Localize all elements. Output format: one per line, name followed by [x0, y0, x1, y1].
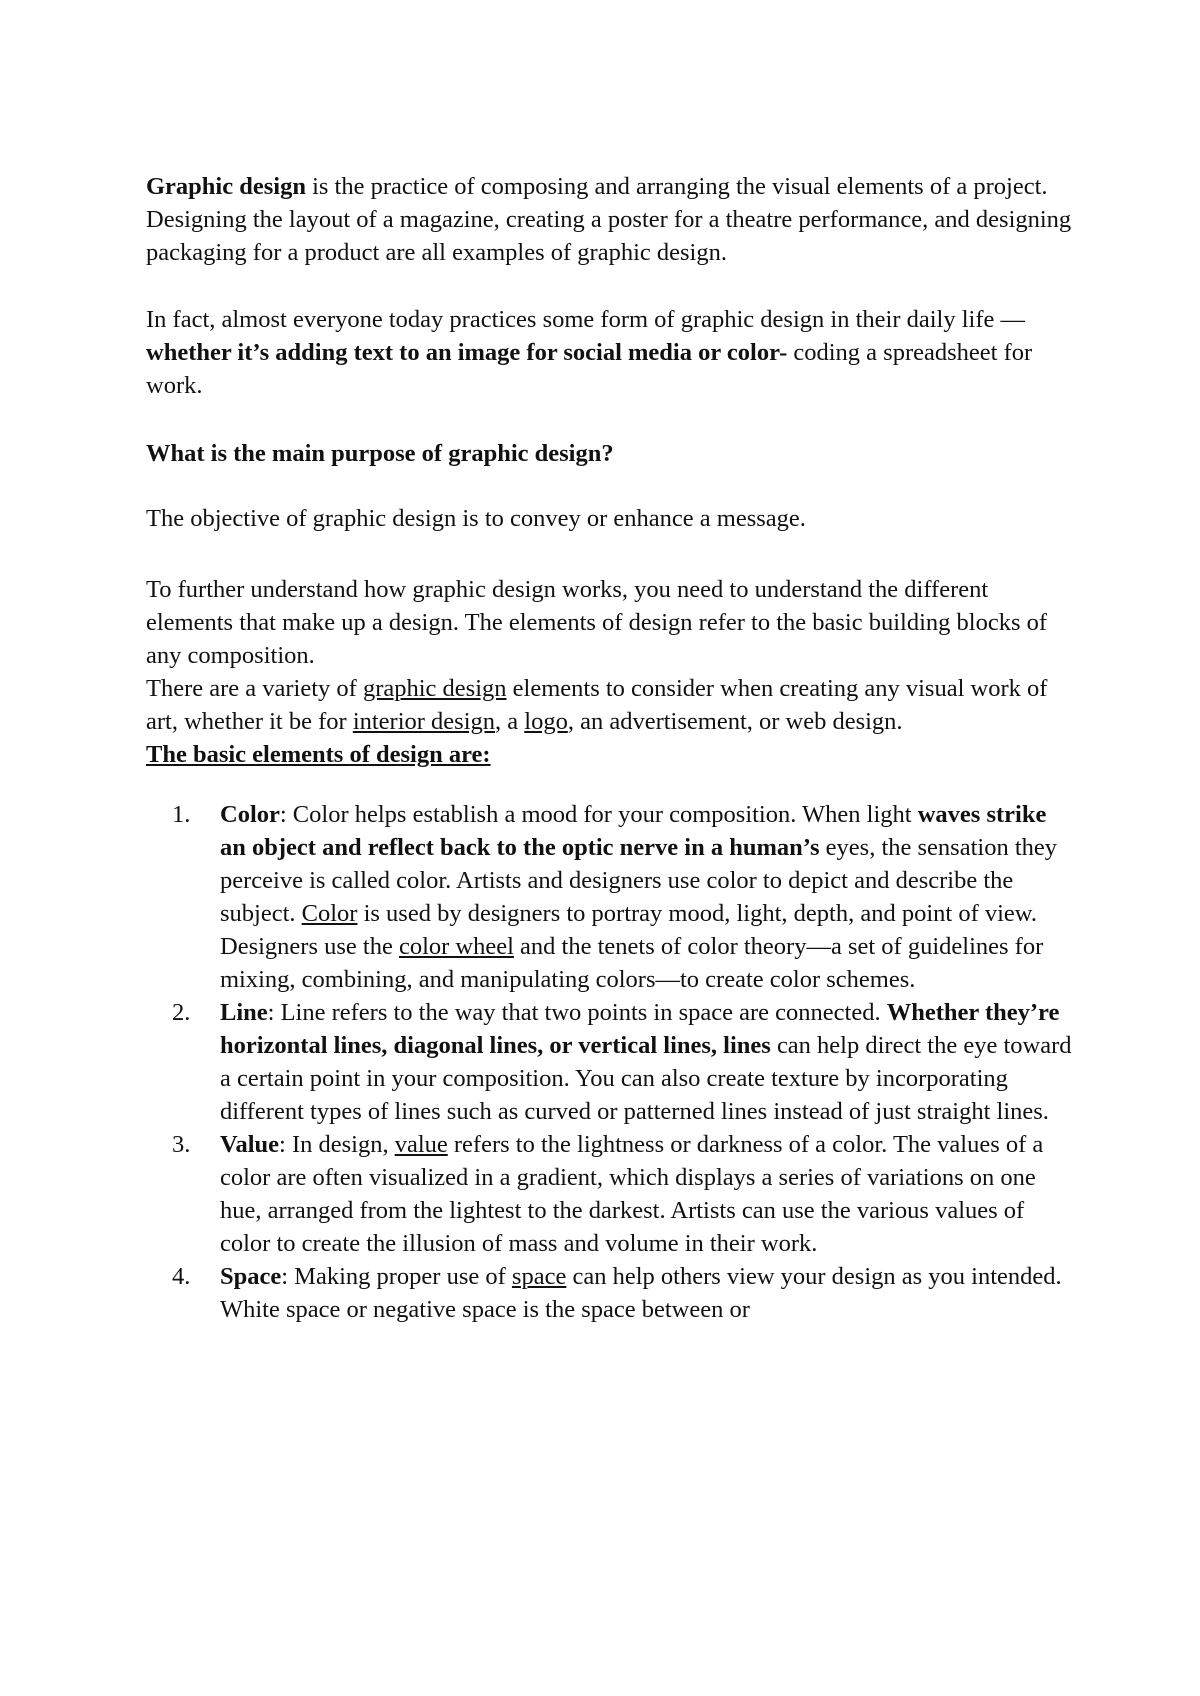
- everyday-text-c: coding a spreadsheet for work.: [146, 339, 1033, 399]
- elements-list: [146, 798, 1076, 1326]
- color-wheel-link[interactable]: color wheel: [398, 933, 514, 960]
- color-text-c: eyes, the sensation they perceive is called color. Artists and designers use color to depict and describe the subject.: [220, 834, 1057, 927]
- list-item-line: [146, 996, 1076, 1128]
- color-text-d: is used by designers to portray mood, light, depth, and point of view. Designers use the: [220, 900, 1038, 960]
- logo-link[interactable]: logo: [524, 708, 568, 735]
- color-text-b: waves strike an object and reflect back to the optic nerve in a human’s: [220, 801, 1047, 861]
- intro-text: is the practice of composing and arranging the visual elements of a project. Designing the layout of a magazine, creating a poster for a theatre performance, and designing packaging for a product are all examples of graphic design.: [146, 173, 1072, 266]
- space-term: Space: [220, 1263, 282, 1290]
- list-number: 4.: [172, 1263, 191, 1290]
- elements-list-heading: The basic elements of design are:: [146, 741, 491, 768]
- list-number: 2.: [172, 999, 191, 1026]
- color-text-e: and the tenets of color theory—a set of guidelines for mixing, combining, and manipulating colors—to create color schemes.: [220, 933, 1044, 993]
- space-link[interactable]: space: [511, 1263, 567, 1290]
- value-link[interactable]: value: [394, 1131, 448, 1158]
- interior-design-link[interactable]: interior design: [352, 708, 496, 735]
- variety-text-d: , an advertisement, or web design.: [567, 708, 903, 735]
- elements-variety-paragraph: [146, 672, 1076, 738]
- intro-term: Graphic design: [146, 173, 306, 200]
- graphic-design-link[interactable]: graphic design: [362, 675, 507, 702]
- value-text-a: : In design,: [279, 1131, 395, 1158]
- color-text-a: : Color helps establish a mood for your composition. When light: [279, 801, 918, 828]
- list-number: 1.: [172, 801, 191, 828]
- document-body: [146, 170, 1076, 1326]
- variety-text-b: elements to consider when creating any visual work of art, whether it be for: [146, 675, 1048, 735]
- space-text-b: can help others view your design as you intended. White space or negative space is the space between or: [220, 1263, 1062, 1323]
- list-number: 3.: [172, 1131, 191, 1158]
- list-item-space: [146, 1260, 1076, 1326]
- everyday-paragraph: [146, 303, 1076, 402]
- color-link[interactable]: Color: [301, 900, 358, 927]
- value-term: Value: [220, 1131, 280, 1158]
- list-item-color: [146, 798, 1076, 996]
- line-text-a: : Line refers to the way that two points in space are connected.: [267, 999, 887, 1026]
- line-text-b: Whether they’re horizontal lines, diagonal lines, or vertical lines, lines: [220, 999, 1060, 1059]
- intro-paragraph: [146, 170, 1076, 269]
- everyday-text-a: In fact, almost everyone today practices some form of graphic design in their daily life —: [146, 306, 1025, 333]
- variety-text-a: There are a variety of: [146, 675, 363, 702]
- line-term: Line: [220, 999, 268, 1026]
- line-text-c: can help direct the eye toward a certain point in your composition. You can also create texture by incorporating different types of lines such as curved or patterned lines instead of just straight lines.: [220, 1032, 1072, 1125]
- variety-text-c: , a: [495, 708, 525, 735]
- question-heading: What is the main purpose of graphic design?: [146, 440, 614, 467]
- everyday-text-b: whether it’s adding text to an image for social media or color-: [146, 339, 788, 366]
- value-text-b: refers to the lightness or darkness of a color. The values of a color are often visualized in a gradient, which displays a series of variations on one hue, arranged from the lightest to the darkest. Artists can use the various values of color to create the illusion of mass and volume in their work.: [220, 1131, 1044, 1257]
- space-text-a: : Making proper use of: [281, 1263, 512, 1290]
- color-term: Color: [220, 801, 280, 828]
- question-answer: The objective of graphic design is to convey or enhance a message.: [146, 505, 806, 532]
- elements-intro-paragraph: To further understand how graphic design works, you need to understand the different elements that make up a design. The elements of design refer to the basic building blocks of any composition.: [146, 576, 1048, 669]
- list-item-value: [146, 1128, 1076, 1260]
